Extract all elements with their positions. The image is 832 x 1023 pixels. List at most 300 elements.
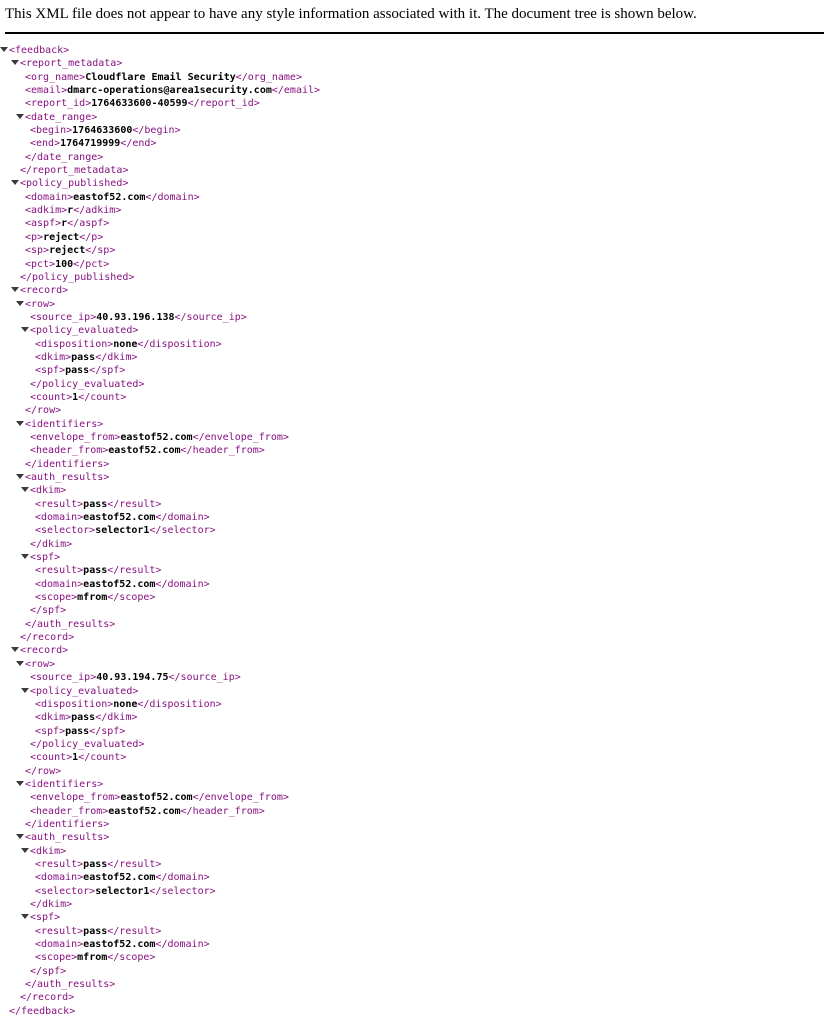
xml-line	[25, 231, 832, 244]
xml-text-value: 1764633600-40599	[91, 98, 188, 110]
xml-open-tag: <sp>	[25, 245, 50, 257]
xml-element-row	[25, 658, 832, 778]
xml-open-tag: <header_from>	[30, 445, 109, 457]
xml-open-tag: <selector>	[35, 525, 96, 537]
xml-line	[9, 1005, 832, 1018]
xml-children	[35, 564, 832, 604]
xml-element-auth_results	[25, 831, 832, 991]
xml-open-tag: <domain>	[35, 872, 84, 884]
xml-children	[30, 845, 832, 978]
xml-line	[30, 965, 832, 978]
xml-children	[35, 858, 832, 898]
xml-element-source_ip	[30, 671, 832, 684]
xml-line	[25, 418, 832, 431]
xml-element-header_from	[30, 805, 832, 818]
xml-line	[30, 378, 832, 391]
xml-text-value: eastof52.com	[108, 805, 181, 817]
xml-close-tag: </feedback>	[9, 1005, 76, 1017]
xml-close-tag: </domain>	[155, 578, 210, 590]
xml-open-tag: <disposition>	[35, 338, 114, 350]
xml-open-tag: <identifiers>	[25, 778, 104, 790]
xml-close-tag: </spf>	[89, 725, 126, 737]
xml-text-value: 40.93.196.138	[96, 311, 175, 323]
collapse-arrow-icon[interactable]	[21, 324, 30, 337]
collapse-arrow-icon[interactable]	[21, 484, 30, 497]
xml-element-dkim	[30, 484, 832, 551]
xml-open-tag: <begin>	[30, 125, 73, 137]
triangle-down-icon	[0, 47, 8, 52]
xml-line	[30, 137, 832, 150]
xml-element-identifiers	[25, 778, 832, 831]
xml-element-count	[30, 391, 832, 404]
xml-tree	[0, 44, 832, 1018]
xml-line	[20, 644, 832, 657]
xml-line	[30, 391, 832, 404]
xml-open-tag: <p>	[25, 231, 44, 243]
xml-open-tag: <date_range>	[25, 111, 98, 123]
xml-close-tag: </result>	[107, 498, 162, 510]
xml-close-tag: </record>	[20, 992, 75, 1004]
xml-close-tag: </auth_results>	[25, 979, 116, 991]
xml-line	[35, 951, 832, 964]
triangle-down-icon	[16, 301, 24, 306]
xml-line	[35, 925, 832, 938]
xml-children	[25, 658, 832, 992]
xml-element-header_from	[30, 444, 832, 457]
triangle-down-icon	[21, 848, 29, 853]
xml-line	[25, 778, 832, 791]
xml-close-tag: </date_range>	[25, 151, 104, 163]
collapse-arrow-icon[interactable]	[11, 644, 20, 657]
xml-text-value: eastof52.com	[108, 445, 181, 457]
xml-open-tag: <result>	[35, 858, 84, 870]
xml-element-policy_evaluated	[30, 685, 832, 752]
xml-text-value: eastof52.com	[83, 939, 156, 951]
collapse-arrow-icon[interactable]	[16, 111, 25, 124]
collapse-arrow-icon[interactable]	[21, 685, 30, 698]
xml-close-tag: </begin>	[132, 125, 181, 137]
xml-text-value: r	[61, 218, 68, 230]
xml-text-value: pass	[71, 712, 96, 724]
xml-close-tag: </count>	[78, 391, 127, 403]
xml-element-dkim	[35, 711, 832, 724]
xml-line	[25, 191, 832, 204]
xml-line	[30, 324, 832, 337]
xml-close-tag: </end>	[120, 138, 157, 150]
xml-line	[30, 444, 832, 457]
xml-element-disposition	[35, 338, 832, 351]
xml-children	[25, 71, 832, 164]
xml-viewer-header	[5, 6, 824, 34]
xml-line	[25, 978, 832, 991]
xml-children	[30, 671, 832, 764]
xml-close-tag: </policy_evaluated>	[30, 378, 145, 390]
xml-open-tag: <policy_evaluated>	[30, 325, 139, 337]
xml-text-value: eastof52.com	[73, 191, 146, 203]
xml-text-value: 1	[72, 391, 79, 403]
xml-open-tag: <dkim>	[35, 351, 72, 363]
triangle-down-icon	[16, 474, 24, 479]
triangle-down-icon	[16, 661, 24, 666]
xml-line	[35, 938, 832, 951]
xml-line	[25, 471, 832, 484]
xml-close-tag: </count>	[78, 752, 127, 764]
xml-element-report_metadata	[20, 57, 832, 177]
xml-close-tag: </disposition>	[137, 338, 222, 350]
collapse-arrow-icon[interactable]	[21, 845, 30, 858]
xml-line	[35, 698, 832, 711]
xml-line	[25, 831, 832, 844]
xml-element-disposition	[35, 698, 832, 711]
collapse-arrow-icon[interactable]	[21, 911, 30, 924]
triangle-down-icon	[21, 688, 29, 693]
xml-close-tag: </envelope_from>	[192, 431, 289, 443]
xml-close-tag: </result>	[107, 565, 162, 577]
xml-line	[25, 258, 832, 271]
collapse-arrow-icon[interactable]	[16, 658, 25, 671]
xml-text-value: none	[113, 338, 138, 350]
xml-text-value: pass	[83, 565, 108, 577]
xml-line	[30, 538, 832, 551]
xml-close-tag: </spf>	[89, 365, 126, 377]
xml-close-tag: </dkim>	[30, 899, 73, 910]
xml-close-tag: </email>	[271, 85, 321, 97]
xml-close-tag: </policy_published>	[20, 271, 135, 283]
xml-close-tag: </report_id>	[187, 98, 260, 110]
xml-close-tag: </pct>	[73, 258, 110, 270]
xml-element-domain	[35, 578, 832, 591]
xml-close-tag: </dkim>	[95, 712, 138, 724]
xml-element-result	[35, 564, 832, 577]
xml-element-record	[20, 284, 832, 644]
xml-close-tag: </aspf>	[67, 218, 110, 230]
xml-line	[20, 991, 832, 1004]
xml-element-domain	[35, 871, 832, 884]
xml-open-tag: <adkim>	[25, 205, 68, 217]
xml-close-tag: </source_ip>	[174, 311, 247, 323]
xml-open-tag: <policy_evaluated>	[30, 685, 139, 697]
xml-children	[30, 791, 832, 818]
xml-line	[20, 164, 832, 177]
xml-line	[25, 97, 832, 110]
xml-element-result	[35, 925, 832, 938]
xml-open-tag: <domain>	[35, 939, 84, 951]
xml-close-tag: </identifiers>	[25, 818, 110, 830]
xml-open-tag: <aspf>	[25, 218, 62, 230]
xml-children	[35, 925, 832, 965]
xml-text-value: pass	[71, 351, 96, 363]
xml-close-tag: </row>	[25, 765, 62, 777]
xml-element-policy_published	[20, 177, 832, 284]
xml-line	[25, 151, 832, 164]
xml-close-tag: </result>	[107, 925, 162, 937]
xml-open-tag: <source_ip>	[30, 311, 97, 323]
xml-line	[25, 298, 832, 311]
xml-line	[20, 284, 832, 297]
xml-element-spf	[35, 725, 832, 738]
triangle-down-icon	[21, 487, 29, 492]
xml-close-tag: </selector>	[149, 885, 216, 897]
xml-element-feedback	[9, 44, 832, 1018]
xml-element-spf	[30, 551, 832, 618]
xml-close-tag: </disposition>	[137, 698, 222, 710]
xml-open-tag: <result>	[35, 498, 84, 510]
xml-element-email	[25, 84, 832, 97]
xml-element-date_range	[25, 111, 832, 164]
xml-line	[25, 618, 832, 631]
xml-close-tag: </adkim>	[73, 205, 122, 217]
xml-close-tag: </auth_results>	[25, 618, 116, 630]
xml-close-tag: </p>	[79, 231, 104, 243]
xml-line	[35, 885, 832, 898]
xml-line	[30, 671, 832, 684]
xml-open-tag: <domain>	[25, 191, 74, 203]
xml-line	[35, 511, 832, 524]
xml-element-end	[30, 137, 832, 150]
triangle-down-icon	[16, 781, 24, 786]
xml-open-tag: <auth_results>	[25, 472, 110, 483]
triangle-down-icon	[21, 914, 29, 919]
xml-line	[35, 351, 832, 364]
xml-text-value: reject	[43, 231, 80, 243]
xml-close-tag: </identifiers>	[25, 458, 110, 470]
xml-line	[30, 791, 832, 804]
xml-line	[30, 124, 832, 137]
xml-line	[35, 524, 832, 537]
xml-text-value: eastof52.com	[120, 792, 193, 804]
xml-close-tag: </result>	[107, 858, 162, 870]
xml-element-row	[25, 298, 832, 418]
xml-open-tag: <spf>	[30, 912, 61, 924]
xml-text-value: none	[113, 698, 138, 710]
collapse-arrow-icon[interactable]	[16, 831, 25, 844]
xml-text-value: Cloudflare Email Security	[85, 71, 236, 83]
xml-line	[25, 404, 832, 417]
xml-open-tag: <envelope_from>	[30, 792, 121, 804]
xml-text-value: 1764719999	[60, 138, 121, 150]
xml-close-tag: </report_metadata>	[20, 165, 129, 177]
xml-text-value: pass	[65, 725, 90, 737]
xml-element-result	[35, 858, 832, 871]
xml-open-tag: <domain>	[35, 512, 84, 524]
xml-open-tag: <spf>	[35, 725, 66, 737]
xml-open-tag: <source_ip>	[30, 672, 97, 684]
xml-element-p	[25, 231, 832, 244]
xml-element-domain	[35, 938, 832, 951]
xml-line	[35, 871, 832, 884]
xml-children	[20, 57, 832, 1004]
collapse-arrow-icon[interactable]	[16, 418, 25, 431]
xml-close-tag: </sp>	[85, 245, 116, 257]
triangle-down-icon	[11, 287, 19, 292]
xml-text-value: reject	[49, 245, 86, 257]
xml-line	[30, 738, 832, 751]
xml-line	[20, 177, 832, 190]
xml-open-tag: <row>	[25, 658, 56, 670]
xml-element-source_ip	[30, 311, 832, 324]
xml-children	[25, 298, 832, 632]
xml-text-value: eastof52.com	[83, 872, 156, 884]
xml-open-tag: <end>	[30, 138, 61, 150]
collapse-arrow-icon[interactable]	[0, 44, 9, 57]
xml-line	[35, 564, 832, 577]
xml-text-value: selector1	[95, 885, 150, 897]
xml-line	[25, 217, 832, 230]
xml-element-auth_results	[25, 471, 832, 631]
xml-open-tag: <dkim>	[35, 712, 72, 724]
xml-open-tag: <email>	[25, 85, 68, 97]
xml-open-tag: <count>	[30, 391, 73, 403]
xml-element-domain	[25, 191, 832, 204]
xml-open-tag: <org_name>	[25, 71, 86, 83]
xml-line	[25, 818, 832, 831]
xml-line	[30, 898, 832, 911]
xml-children	[35, 498, 832, 538]
xml-line	[30, 484, 832, 497]
xml-element-scope	[35, 951, 832, 964]
xml-text-value: pass	[83, 858, 108, 870]
xml-line	[35, 711, 832, 724]
triangle-down-icon	[21, 554, 29, 559]
xml-element-begin	[30, 124, 832, 137]
xml-element-report_id	[25, 97, 832, 110]
collapse-arrow-icon[interactable]	[16, 298, 25, 311]
collapse-arrow-icon[interactable]	[11, 284, 20, 297]
xml-open-tag: <result>	[35, 565, 84, 577]
xml-element-record	[20, 644, 832, 1004]
collapse-arrow-icon[interactable]	[16, 778, 25, 791]
xml-open-tag: <scope>	[35, 952, 78, 964]
xml-children	[30, 124, 832, 151]
xml-close-tag: </spf>	[30, 605, 67, 617]
xml-text-value: dmarc-operations@area1security.com	[67, 85, 272, 97]
xml-line	[30, 431, 832, 444]
xml-element-dkim	[35, 351, 832, 364]
xml-close-tag: </policy_evaluated>	[30, 738, 145, 750]
xml-close-tag: </domain>	[155, 872, 210, 884]
xml-element-result	[35, 498, 832, 511]
xml-text-value: eastof52.com	[120, 431, 193, 443]
xml-line	[30, 845, 832, 858]
xml-line	[30, 685, 832, 698]
xml-open-tag: <spf>	[35, 365, 66, 377]
xml-close-tag: </row>	[25, 405, 62, 417]
xml-text-value: selector1	[95, 525, 150, 537]
xml-open-tag: <header_from>	[30, 805, 109, 817]
xml-open-tag: <domain>	[35, 578, 84, 590]
xml-open-tag: <record>	[20, 645, 69, 657]
xml-element-selector	[35, 524, 832, 537]
xml-close-tag: </scope>	[107, 952, 156, 964]
xml-element-org_name	[25, 71, 832, 84]
xml-line	[20, 57, 832, 70]
xml-close-tag: </org_name>	[235, 71, 302, 83]
xml-line	[25, 458, 832, 471]
xml-text-value: pass	[65, 365, 90, 377]
xml-line	[30, 551, 832, 564]
xml-line	[35, 578, 832, 591]
xml-text-value: eastof52.com	[83, 512, 156, 524]
xml-line	[30, 311, 832, 324]
xml-line	[20, 271, 832, 284]
xml-text-value: eastof52.com	[83, 578, 156, 590]
xml-line	[35, 338, 832, 351]
xml-element-identifiers	[25, 418, 832, 471]
xml-line	[35, 858, 832, 871]
xml-open-tag: <selector>	[35, 885, 96, 897]
xml-element-adkim	[25, 204, 832, 217]
xml-close-tag: </envelope_from>	[192, 792, 289, 804]
xml-line	[25, 658, 832, 671]
xml-line	[9, 44, 832, 57]
xml-open-tag: <dkim>	[30, 485, 67, 497]
xml-line	[25, 111, 832, 124]
xml-open-tag: <row>	[25, 298, 56, 310]
no-style-message: This XML file does not appear to have any style information associated with it. The document tree is shown below.	[5, 6, 697, 22]
xml-open-tag: <report_id>	[25, 98, 92, 110]
triangle-down-icon	[11, 647, 19, 652]
xml-text-value: 40.93.194.75	[96, 672, 169, 684]
xml-close-tag: </dkim>	[30, 538, 73, 550]
xml-text-value: 100	[55, 258, 74, 270]
xml-line	[25, 765, 832, 778]
xml-children	[30, 311, 832, 404]
xml-children	[30, 431, 832, 458]
xml-open-tag: <disposition>	[35, 698, 114, 710]
xml-open-tag: <pct>	[25, 258, 56, 270]
xml-line	[25, 71, 832, 84]
xml-line	[35, 725, 832, 738]
xml-close-tag: </scope>	[107, 592, 156, 604]
xml-line	[35, 591, 832, 604]
xml-line	[30, 911, 832, 924]
triangle-down-icon	[16, 834, 24, 839]
xml-close-tag: </header_from>	[180, 805, 265, 817]
xml-close-tag: </domain>	[145, 191, 200, 203]
xml-open-tag: <policy_published>	[20, 178, 129, 190]
triangle-down-icon	[11, 180, 19, 185]
xml-element-selector	[35, 885, 832, 898]
xml-close-tag: </spf>	[30, 965, 67, 977]
xml-open-tag: <result>	[35, 925, 84, 937]
xml-open-tag: <count>	[30, 752, 73, 764]
xml-children	[35, 698, 832, 738]
triangle-down-icon	[21, 327, 29, 332]
xml-line	[30, 751, 832, 764]
xml-open-tag: <envelope_from>	[30, 431, 121, 443]
collapse-arrow-icon[interactable]	[11, 57, 20, 70]
xml-open-tag: <spf>	[30, 552, 61, 564]
xml-text-value: pass	[83, 498, 108, 510]
xml-element-spf	[30, 911, 832, 978]
collapse-arrow-icon[interactable]	[11, 177, 20, 190]
xml-line	[25, 204, 832, 217]
collapse-arrow-icon[interactable]	[16, 471, 25, 484]
xml-close-tag: </header_from>	[180, 445, 265, 457]
xml-text-value: pass	[83, 925, 108, 937]
xml-text-value: 1764633600	[72, 125, 133, 137]
xml-line	[30, 805, 832, 818]
xml-element-scope	[35, 591, 832, 604]
xml-element-policy_evaluated	[30, 324, 832, 391]
collapse-arrow-icon[interactable]	[21, 551, 30, 564]
xml-element-envelope_from	[30, 431, 832, 444]
xml-element-pct	[25, 258, 832, 271]
xml-line	[30, 604, 832, 617]
xml-text-value: mfrom	[77, 952, 108, 964]
xml-element-count	[30, 751, 832, 764]
xml-text-value: mfrom	[77, 592, 108, 604]
